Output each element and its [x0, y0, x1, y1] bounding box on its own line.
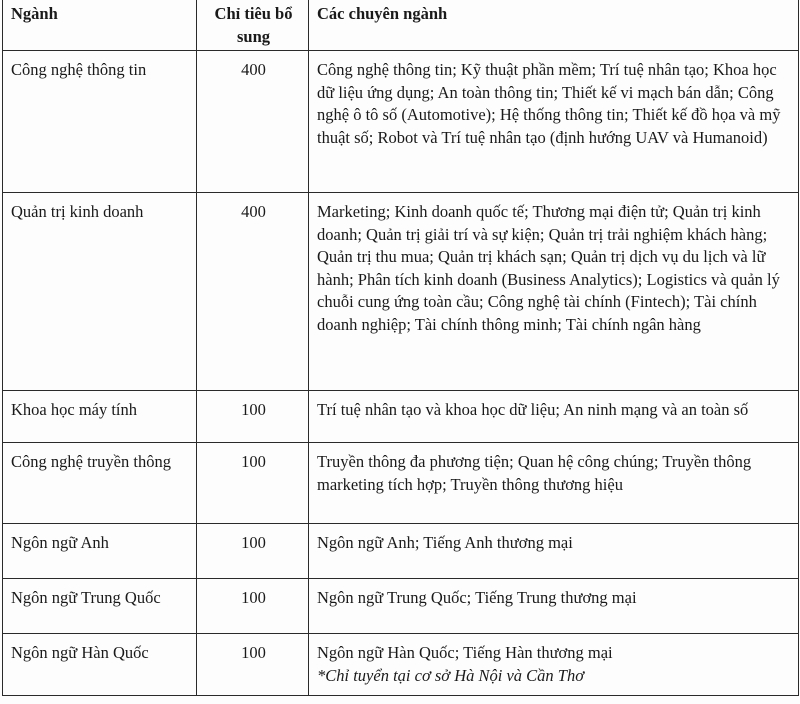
specializations-cell: Marketing; Kinh doanh quốc tế; Thương mại điện tử; Quản trị kinh doanh; Quản trị giải trí và sự kiện; Quản trị trải nghiệm khách hàng; Quản trị thu mua; Quản trị khách sạn; Quản trị dịch vụ du lịch và lữ hành; Phân tích kinh doanh (Business Analytics); Logistics và quản lý chuỗi cung ứng toàn cầu; Công nghệ tài chính (Fintech); Tài chính doanh nghiệp; Tài chính thông minh; Tài chính ngân hàng: [309, 193, 799, 391]
table-row: [3, 443, 799, 524]
quota-cell: 400: [197, 51, 309, 193]
table-row: [3, 579, 799, 634]
specializations-cell: Công nghệ thông tin; Kỹ thuật phần mềm; Trí tuệ nhân tạo; Khoa học dữ liệu ứng dụng; An toàn thông tin; Thiết kế vi mạch bán dẫn; Công nghệ ô tô số (Automotive); Hệ thống thông tin; Thiết kế đồ họa và mỹ thuật số; Robot và Trí tuệ nhân tạo (định hướng UAV và Humanoid): [309, 51, 799, 193]
campus-note: *Chỉ tuyển tại cơ sở Hà Nội và Cần Thơ: [317, 665, 585, 685]
quota-cell: 100: [197, 524, 309, 579]
quota-table: [2, 0, 799, 696]
header-quota: Chỉ tiêu bổ sung: [197, 0, 309, 51]
specializations-cell: Truyền thông đa phương tiện; Quan hệ công chúng; Truyền thông marketing tích hợp; Truyền thông thương hiệu: [309, 443, 799, 524]
specializations-cell: Ngôn ngữ Anh; Tiếng Anh thương mại: [309, 524, 799, 579]
quota-cell: 400: [197, 193, 309, 391]
table-row: [3, 391, 799, 443]
table-header-row: [3, 0, 799, 51]
header-major: Ngành: [3, 0, 197, 51]
major-cell: Công nghệ truyền thông: [3, 443, 197, 524]
major-cell: Công nghệ thông tin: [3, 51, 197, 193]
specializations-cell: [309, 634, 799, 696]
quota-cell: 100: [197, 579, 309, 634]
quota-cell: 100: [197, 443, 309, 524]
specializations-text: Ngôn ngữ Hàn Quốc; Tiếng Hàn thương mại: [317, 643, 613, 662]
specializations-cell: Ngôn ngữ Trung Quốc; Tiếng Trung thương mại: [309, 579, 799, 634]
table-row: [3, 51, 799, 193]
specializations-cell: Trí tuệ nhân tạo và khoa học dữ liệu; An ninh mạng và an toàn số: [309, 391, 799, 443]
major-cell: Khoa học máy tính: [3, 391, 197, 443]
table-row: [3, 524, 799, 579]
major-cell: Ngôn ngữ Trung Quốc: [3, 579, 197, 634]
quota-cell: 100: [197, 391, 309, 443]
table-row: [3, 634, 799, 696]
header-specializations: Các chuyên ngành: [309, 0, 799, 51]
major-cell: Ngôn ngữ Hàn Quốc: [3, 634, 197, 696]
major-cell: Quản trị kinh doanh: [3, 193, 197, 391]
table-row: [3, 193, 799, 391]
major-cell: Ngôn ngữ Anh: [3, 524, 197, 579]
quota-cell: 100: [197, 634, 309, 696]
